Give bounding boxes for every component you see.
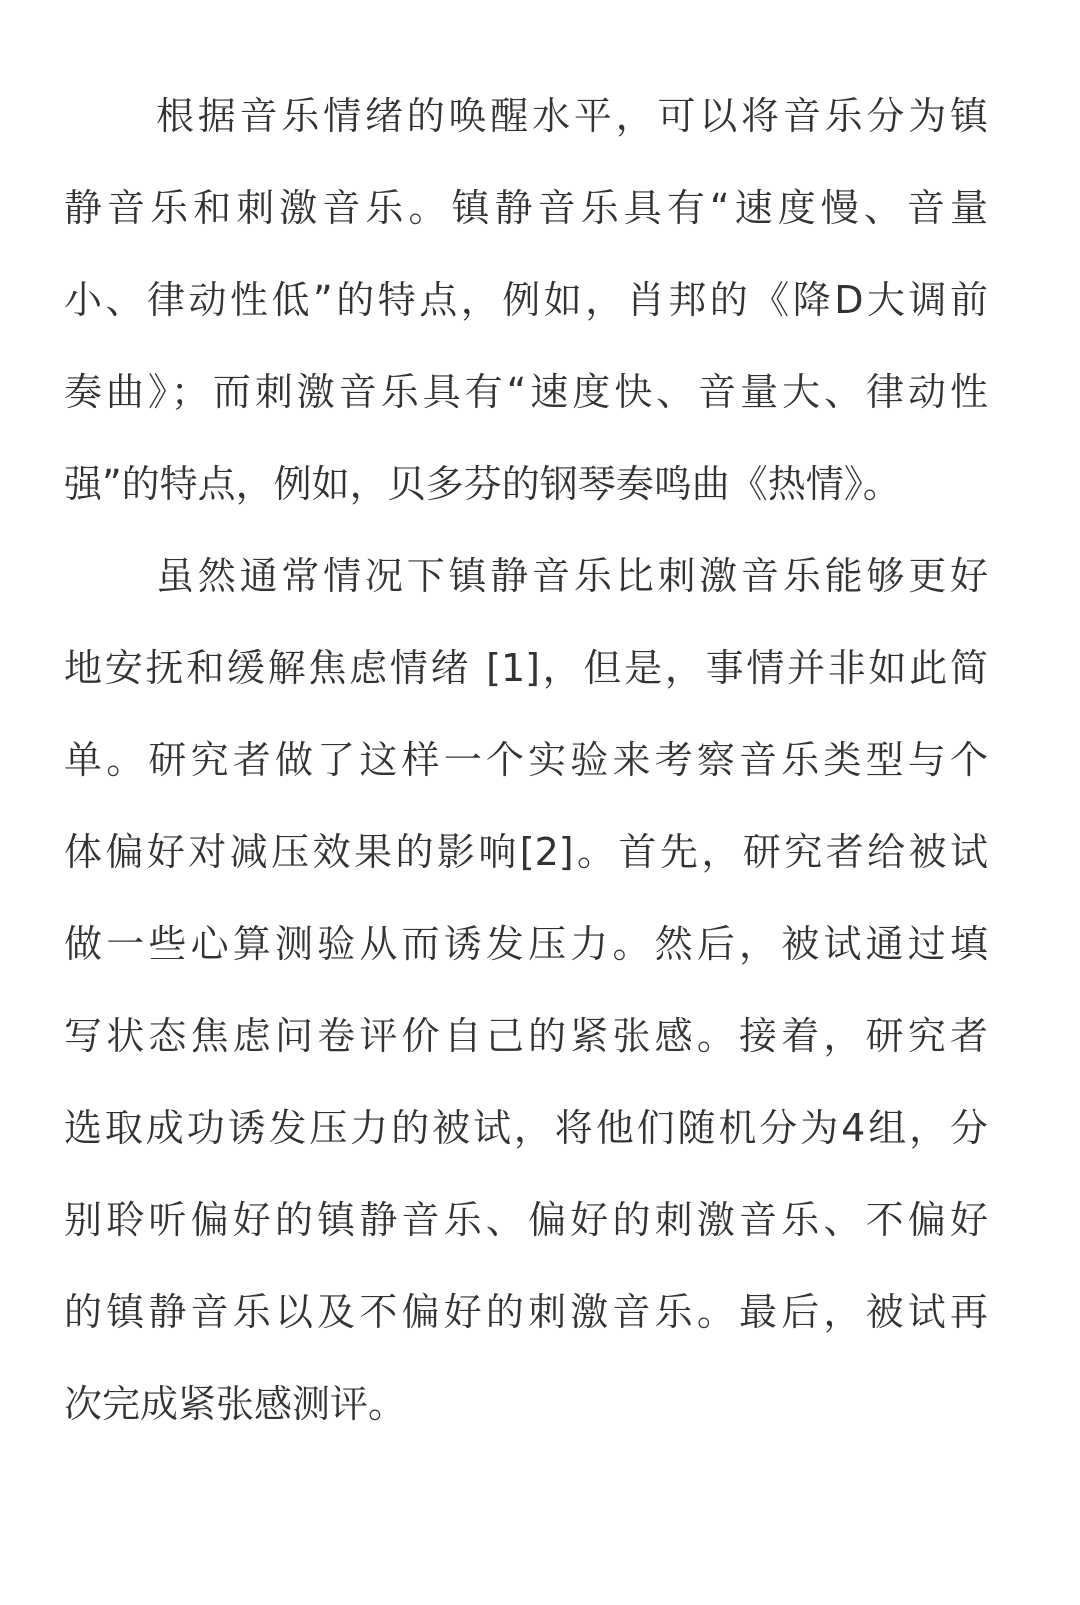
text-line: 做一些心算测验从而诱发压力。然后，被试通过填 (64, 922, 988, 966)
text-line: 的镇静音乐以及不偏好的刺激音乐。最后，被试再 (64, 1290, 988, 1334)
text-line: 奏曲》；而刺激音乐具有“速度快、音量大、律动性 (64, 370, 988, 414)
paragraph-music-arousal (64, 88, 994, 548)
text-line: 静音乐和刺激音乐。镇静音乐具有“速度慢、音量 (64, 186, 988, 230)
text-line: 别聆听偏好的镇静音乐、偏好的刺激音乐、不偏好 (64, 1198, 988, 1242)
text-line: 根据音乐情绪的唤醒水平，可以将音乐分为镇 (156, 94, 988, 138)
paragraph-experiment (64, 548, 994, 1468)
text-line: 选取成功诱发压力的被试，将他们随机分为4组，分 (64, 1106, 988, 1150)
text-line: 地安抚和缓解焦虑情绪 [1]，但是，事情并非如此简 (64, 646, 988, 690)
text-line: 小、律动性低”的特点，例如，肖邦的《降D大调前 (64, 278, 988, 322)
text-line: 写状态焦虑问卷评价自己的紧张感。接着，研究者 (64, 1014, 988, 1058)
text-line: 体偏好对减压效果的影响[2]。首先，研究者给被试 (64, 830, 988, 874)
text-line: 虽然通常情况下镇静音乐比刺激音乐能够更好 (156, 554, 988, 598)
article-body (64, 88, 994, 1468)
text-line: 次完成紧张感测评。 (64, 1382, 407, 1426)
text-line: 单。研究者做了这样一个实验来考察音乐类型与个 (64, 738, 988, 782)
text-line: 强”的特点，例如，贝多芬的钢琴奏鸣曲《热情》。 (64, 462, 901, 506)
